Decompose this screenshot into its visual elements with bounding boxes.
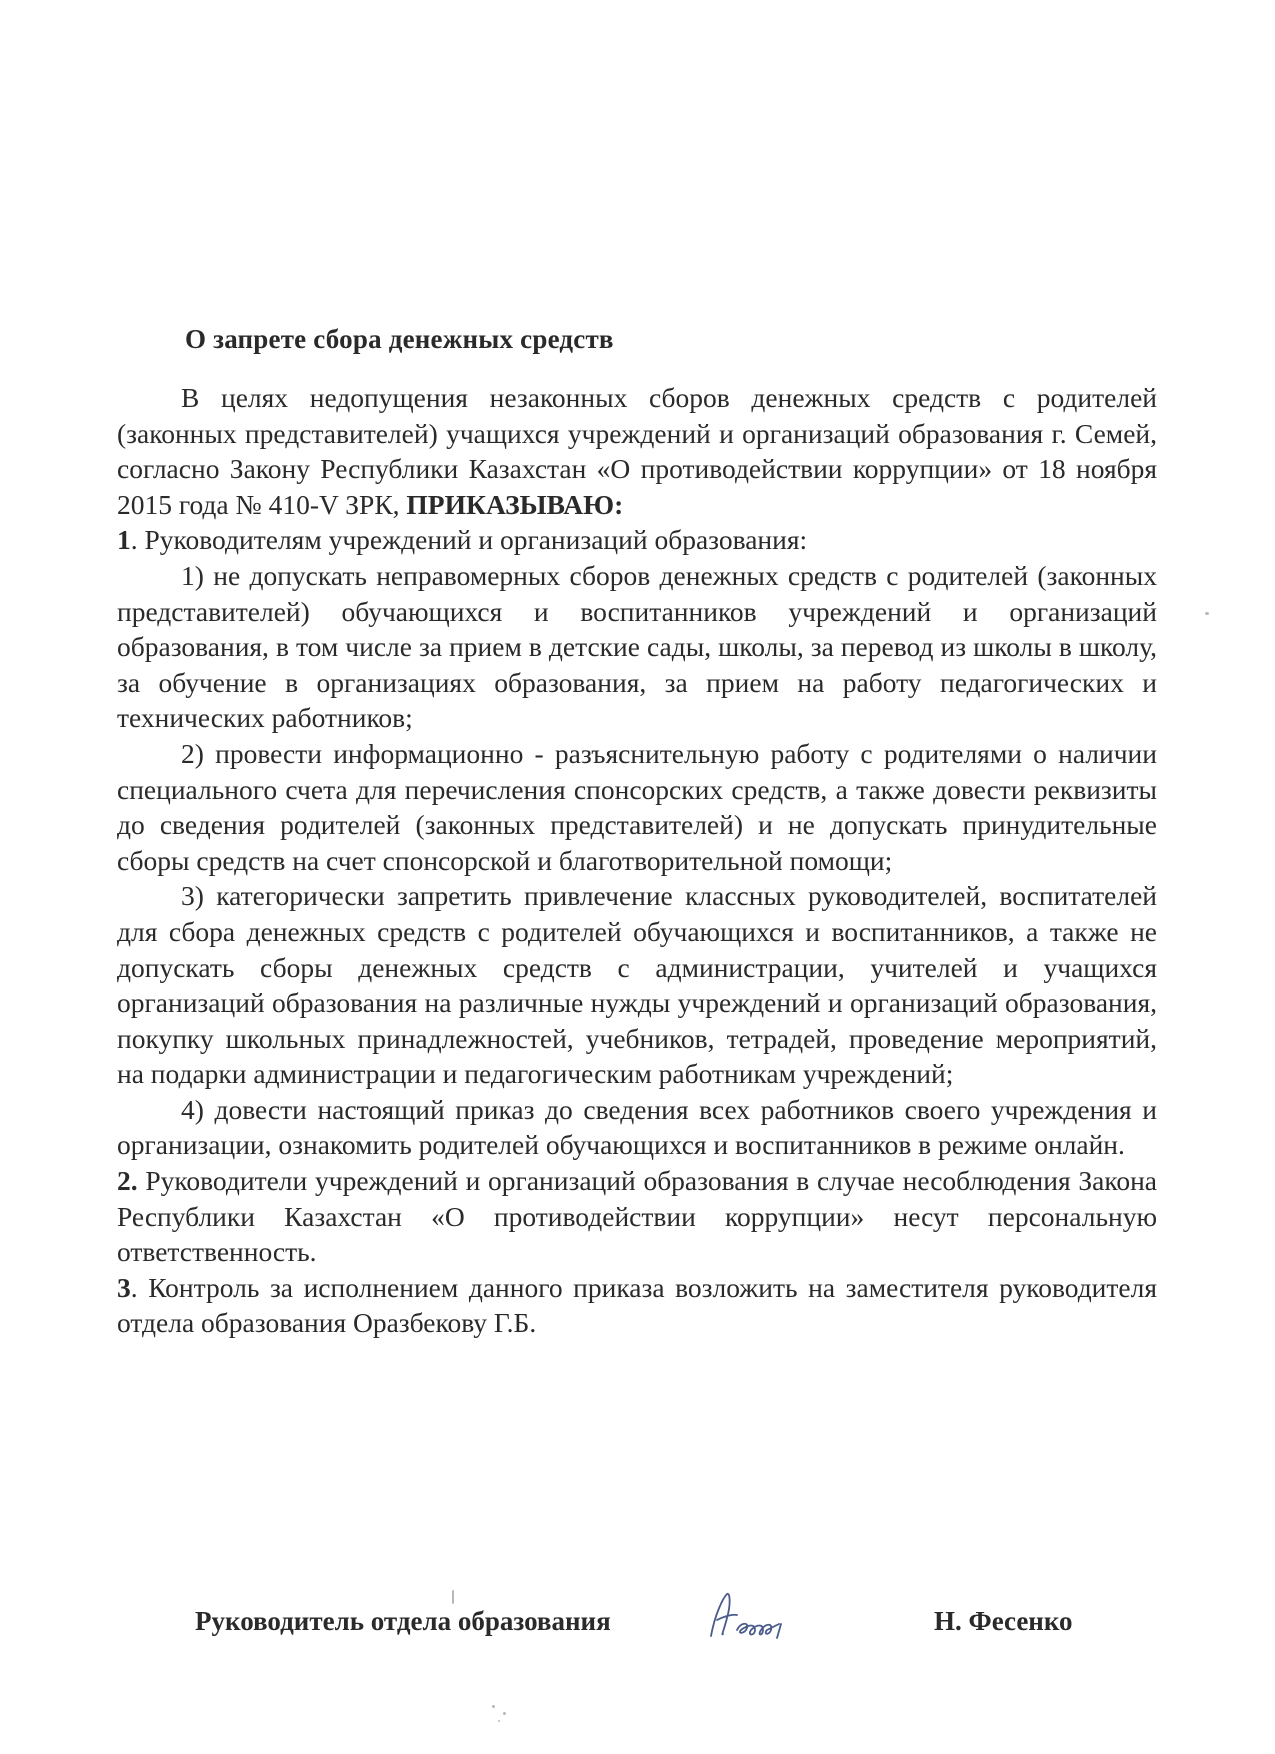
preamble-text: В целях недопущения незаконных сборов денежных средств с родителей (законных представителей) учащихся учреждений и организаций образования г. Семей, согласно Закону Республики Казахстан «О противодействии коррупции» от 18 ноября 2015 года № 410-V ЗРК,	[117, 382, 1157, 520]
item-1-number: 1	[117, 524, 131, 556]
subitem-4: 4) довести настоящий приказ до сведения всех работников своего учреждения и организации, ознакомить родителей обучающихся и воспитанников в режиме онлайн.	[117, 1093, 1157, 1161]
item-3-text: . Контроль за исполнением данного приказа возложить на заместителя руководителя отдела образования Оразбекову Г.Б.	[117, 1271, 1157, 1339]
item-2-number: 2.	[117, 1165, 138, 1197]
signatory-name: Н. Фесенко	[934, 1606, 1073, 1636]
item-3-number: 3	[117, 1271, 131, 1303]
scan-speck	[498, 1720, 500, 1722]
subitem-3: 3) категорически запретить привлечение классных руководителей, воспитателей для сбора денежных средств с родителей обучающихся и воспитанников, а также не допускать сборы денежных средств с администрации, учителей и учащихся организаций образования на различные нужды учреждений и организаций образования, покупку школьных принадлежностей, учебников, тетрадей, проведение мероприятий, на подарки администрации и педагогическим работникам учреждений;	[117, 880, 1157, 1090]
item-2-paragraph	[117, 1163, 1157, 1270]
document-title: О запрете сбора денежных средств	[185, 324, 614, 354]
signature-block	[117, 1606, 1157, 1666]
item-2-text: Руководители учреждений и организаций образования в случае несоблюдения Закона Республики Казахстан «О противодействии коррупции» несут персональную ответственность.	[117, 1165, 1157, 1268]
signatory-role: Руководитель отдела образования	[195, 1606, 611, 1636]
document-page	[117, 0, 1157, 1754]
scan-speck	[1205, 612, 1209, 615]
item-1-paragraph	[117, 522, 1157, 558]
scan-speck	[452, 1590, 454, 1604]
order-word: ПРИКАЗЫВАЮ:	[406, 488, 624, 520]
preamble-paragraph	[117, 380, 1157, 522]
subitem-2: 2) провести информационно - разъяснительную работу с родителями о наличии специального счета для перечисления спонсорских средств, а также довести реквизиты до сведения родителей (законных представителей) и не допускать принудительные сборы средств на счет спонсорской и благотворительной помощи;	[117, 737, 1157, 876]
scan-speck	[503, 1712, 506, 1715]
item-3-paragraph	[117, 1270, 1157, 1341]
handwritten-signature	[697, 1584, 807, 1654]
subitem-1: 1) не допускать неправомерных сборов денежных средств с родителей (законных представителей) обучающихся и воспитанников учреждений и организаций образования, в том числе за прием в детские сады, школы, за перевод из школы в школу, за обучение в организациях образования, за прием на работу педагогических и технических работников;	[117, 559, 1157, 734]
scan-speck	[492, 1705, 495, 1708]
document-body	[117, 380, 1157, 1341]
item-1-text: . Руководителям учреждений и организаций образования:	[130, 524, 808, 556]
